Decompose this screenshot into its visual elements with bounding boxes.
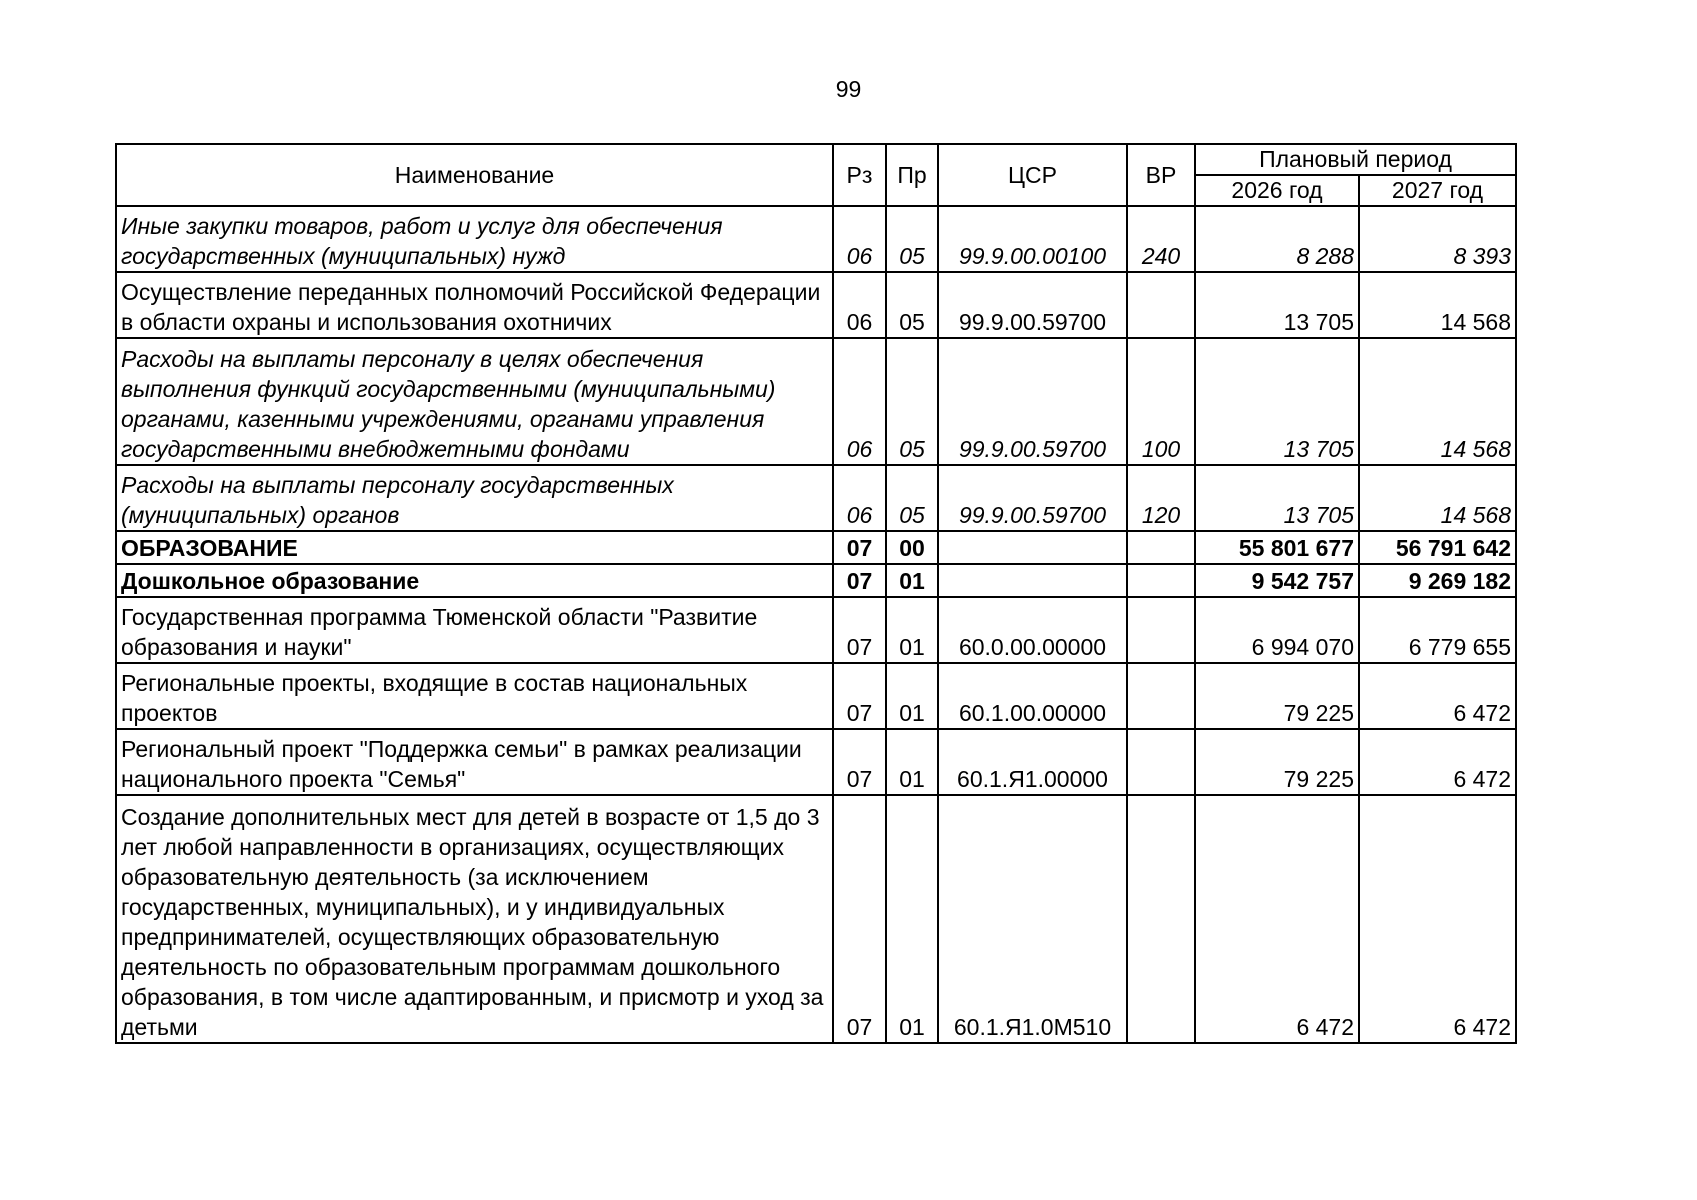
row-vr (1126, 662, 1194, 728)
row-vr (1126, 563, 1194, 596)
row-value-2026: 79 225 (1194, 662, 1358, 728)
row-pr: 01 (885, 596, 937, 662)
row-csr: 99.9.00.00100 (937, 205, 1126, 271)
row-vr (1126, 271, 1194, 337)
page-number: 99 (835, 76, 862, 102)
row-name: Региональные проекты, входящие в состав национальных проектов (115, 662, 832, 728)
row-rz: 07 (832, 596, 885, 662)
row-pr: 05 (885, 271, 937, 337)
header-csr: ЦСР (937, 143, 1126, 205)
row-value-2027: 6 472 (1358, 728, 1517, 794)
row-csr: 60.1.Я1.0М510 (937, 794, 1126, 1044)
row-rz: 07 (832, 728, 885, 794)
row-name: Дошкольное образование (115, 563, 832, 596)
row-rz: 07 (832, 794, 885, 1044)
row-value-2027: 14 568 (1358, 464, 1517, 530)
row-rz: 06 (832, 205, 885, 271)
row-csr: 99.9.00.59700 (937, 337, 1126, 464)
table-row (115, 662, 1517, 728)
row-csr: 99.9.00.59700 (937, 271, 1126, 337)
header-year-2027: 2027 год (1358, 174, 1517, 205)
header-vr: ВР (1126, 143, 1194, 205)
row-rz: 07 (832, 530, 885, 563)
row-rz: 06 (832, 337, 885, 464)
row-csr: 99.9.00.59700 (937, 464, 1126, 530)
table-row (115, 596, 1517, 662)
row-pr: 05 (885, 337, 937, 464)
row-pr: 01 (885, 794, 937, 1044)
row-name: Государственная программа Тюменской области "Развитие образования и науки" (115, 596, 832, 662)
row-value-2027: 14 568 (1358, 271, 1517, 337)
table-row (115, 464, 1517, 530)
row-vr: 240 (1126, 205, 1194, 271)
row-vr: 100 (1126, 337, 1194, 464)
row-name: ОБРАЗОВАНИЕ (115, 530, 832, 563)
row-name: Иные закупки товаров, работ и услуг для обеспечения государственных (муниципальных) нужд (115, 205, 832, 271)
row-pr: 01 (885, 662, 937, 728)
row-value-2026: 13 705 (1194, 464, 1358, 530)
row-value-2027: 8 393 (1358, 205, 1517, 271)
header-rz: Рз (832, 143, 885, 205)
row-csr (937, 530, 1126, 563)
row-pr: 05 (885, 464, 937, 530)
row-rz: 07 (832, 563, 885, 596)
header-pr: Пр (885, 143, 937, 205)
row-pr: 01 (885, 728, 937, 794)
row-rz: 07 (832, 662, 885, 728)
row-name: Расходы на выплаты персоналу государственных (муниципальных) органов (115, 464, 832, 530)
row-value-2027: 14 568 (1358, 337, 1517, 464)
row-value-2027: 6 779 655 (1358, 596, 1517, 662)
row-name: Создание дополнительных мест для детей в возрасте от 1,5 до 3 лет любой направленности в организациях, осуществляющих образовательную деятельность (за исключением государственных, муниципальных), и у индивидуальных предпринимателей, осуществляющих образовательную деятельность по образовательным программам дошкольного образования, в том числе адаптированным, и присмотр и уход за детьми (115, 794, 832, 1044)
row-csr: 60.1.00.00000 (937, 662, 1126, 728)
table-row (115, 530, 1517, 563)
row-name: Расходы на выплаты персоналу в целях обеспечения выполнения функций государственными (муниципальными) органами, казенными учреждениями, органами управления государственными внебюджетными фондами (115, 337, 832, 464)
row-value-2026: 6 994 070 (1194, 596, 1358, 662)
header-year-2026: 2026 год (1194, 174, 1358, 205)
row-csr (937, 563, 1126, 596)
row-value-2027: 6 472 (1358, 662, 1517, 728)
table-row (115, 337, 1517, 464)
table-row (115, 271, 1517, 337)
row-value-2026: 9 542 757 (1194, 563, 1358, 596)
row-name: Осуществление переданных полномочий Российской Федерации в области охраны и использования охотничих (115, 271, 832, 337)
table-row (115, 205, 1517, 271)
row-value-2027: 9 269 182 (1358, 563, 1517, 596)
row-value-2026: 6 472 (1194, 794, 1358, 1044)
header-planned-period: Плановый период (1194, 143, 1517, 174)
row-value-2026: 8 288 (1194, 205, 1358, 271)
table-body (115, 205, 1517, 1044)
row-value-2026: 55 801 677 (1194, 530, 1358, 563)
row-name: Региональный проект "Поддержка семьи" в рамках реализации национального проекта "Семья" (115, 728, 832, 794)
header-name: Наименование (115, 143, 832, 205)
row-pr: 01 (885, 563, 937, 596)
row-rz: 06 (832, 464, 885, 530)
table-row (115, 563, 1517, 596)
row-vr (1126, 530, 1194, 563)
row-value-2027: 56 791 642 (1358, 530, 1517, 563)
table-row (115, 728, 1517, 794)
row-vr (1126, 596, 1194, 662)
row-csr: 60.1.Я1.00000 (937, 728, 1126, 794)
row-value-2027: 6 472 (1358, 794, 1517, 1044)
row-value-2026: 13 705 (1194, 271, 1358, 337)
row-value-2026: 79 225 (1194, 728, 1358, 794)
budget-table (115, 143, 1517, 1044)
row-vr (1126, 728, 1194, 794)
table-row (115, 794, 1517, 1044)
row-csr: 60.0.00.00000 (937, 596, 1126, 662)
row-pr: 00 (885, 530, 937, 563)
row-rz: 06 (832, 271, 885, 337)
row-vr: 120 (1126, 464, 1194, 530)
row-value-2026: 13 705 (1194, 337, 1358, 464)
row-vr (1126, 794, 1194, 1044)
row-pr: 05 (885, 205, 937, 271)
